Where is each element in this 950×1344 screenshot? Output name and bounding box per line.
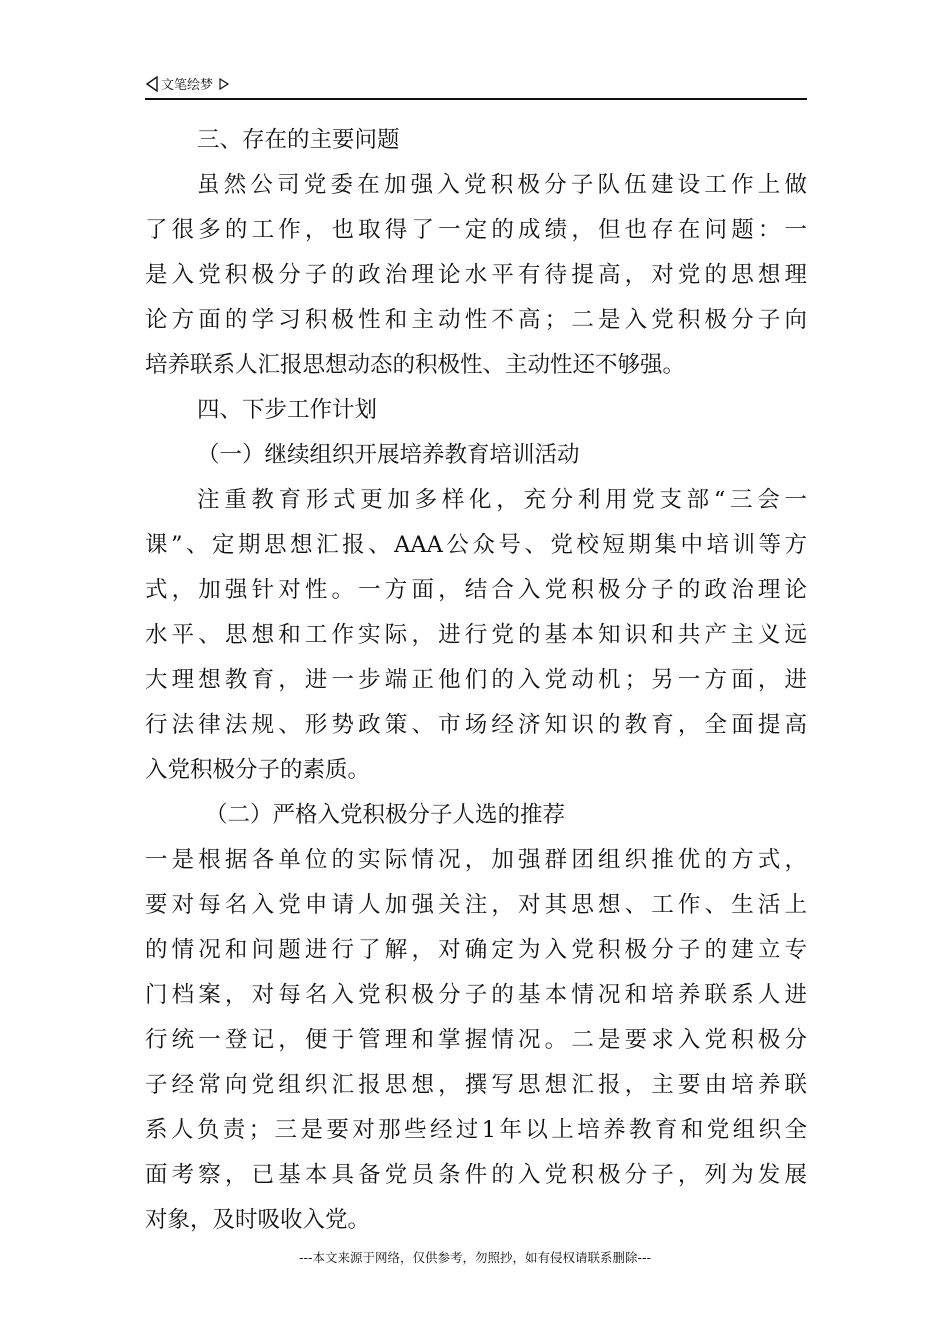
footer-disclaimer: ---本文来源于网络，仅供参考，勿照抄，如有侵权请联系删除--- bbox=[298, 1250, 652, 1265]
page-header bbox=[145, 74, 807, 100]
text-line: 大理想教育，进一步端正他们的入党动机；另一方面，进 bbox=[145, 667, 807, 693]
text-line: 培养联系人汇报思想动态的积极性、主动性还不够强。 bbox=[145, 352, 686, 378]
text-line: 的情况和问题进行了解，对确定为入党积极分子的建立专 bbox=[145, 937, 807, 963]
text-line: 子经常向党组织汇报思想，撰写思想汇报，主要由培养联 bbox=[145, 1072, 807, 1098]
text-line: 行统一登记，便于管理和掌握情况。二是要求入党积极分 bbox=[145, 1027, 807, 1053]
brand-name: 文笔绘梦 bbox=[161, 78, 214, 93]
section-heading: 三、存在的主要问题 bbox=[197, 127, 400, 153]
text-line: 课”、定期思想汇报、AAA公众号、党校短期集中培训等方 bbox=[145, 532, 807, 558]
left-triangle-icon bbox=[145, 76, 159, 92]
text-line: 入党积极分子的素质。 bbox=[145, 757, 371, 783]
section-heading: （二）严格入党积极分子人选的推荐 bbox=[205, 802, 566, 828]
text-line: 注重教育形式更加多样化，充分利用党支部“三会一 bbox=[197, 487, 807, 513]
text-line: 面考察，已基本具备党员条件的入党积极分子，列为发展 bbox=[145, 1162, 807, 1188]
section-heading: （一）继续组织开展培养教育培训活动 bbox=[197, 442, 580, 468]
text-line: 对象，及时吸收入党。 bbox=[145, 1207, 371, 1233]
right-triangle-icon bbox=[219, 78, 229, 90]
text-line: 虽然公司党委在加强入党积极分子队伍建设工作上做 bbox=[197, 172, 807, 198]
header-brand bbox=[145, 74, 229, 93]
text-line: 式，加强针对性。一方面，结合入党积极分子的政治理论 bbox=[145, 577, 807, 603]
text-line: 了很多的工作，也取得了一定的成绩，但也存在问题：一 bbox=[145, 217, 807, 243]
text-line: 是入党积极分子的政治理论水平有待提高，对党的思想理 bbox=[145, 262, 807, 288]
text-line: 门档案，对每名入党积极分子的基本情况和培养联系人进 bbox=[145, 982, 807, 1008]
text-line: 行法律法规、形势政策、市场经济知识的教育，全面提高 bbox=[145, 712, 807, 738]
document-body bbox=[145, 118, 807, 1243]
header-rule bbox=[145, 98, 807, 100]
text-line: 论方面的学习积极性和主动性不高；二是入党积极分子向 bbox=[145, 307, 807, 333]
text-line: 一是根据各单位的实际情况，加强群团组织推优的方式， bbox=[145, 847, 807, 873]
text-line: 要对每名入党申请人加强关注，对其思想、工作、生活上 bbox=[145, 892, 807, 918]
section-heading: 四、下步工作计划 bbox=[197, 397, 378, 423]
text-line: 水平、思想和工作实际，进行党的基本知识和共产主义远 bbox=[145, 622, 807, 648]
text-line: 系人负责；三是要对那些经过1年以上培养教育和党组织全 bbox=[145, 1117, 807, 1143]
